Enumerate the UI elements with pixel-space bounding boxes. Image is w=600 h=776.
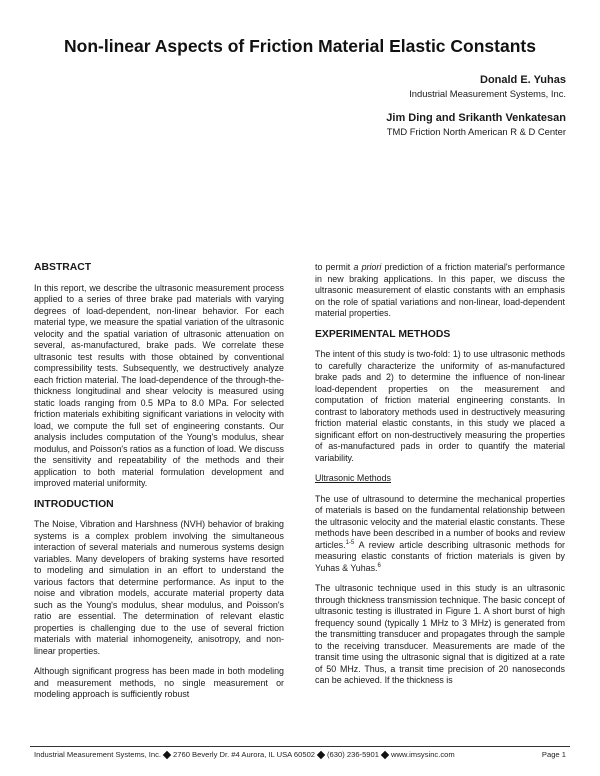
- diamond-icon: [381, 750, 389, 758]
- diamond-icon: [163, 750, 171, 758]
- page-number: Page 1: [541, 750, 566, 759]
- a-priori-text: a priori: [353, 262, 382, 272]
- continuation-text-post: prediction of a friction material's performance in new braking applications. In this paper, we discuss the ultrasonic measurement of elastic constants with an emphasis on the role of spatial variations and non-linear, load-dependent material properties.: [315, 262, 565, 318]
- continuation-paragraph: [315, 262, 565, 320]
- continuation-text-pre: to permit: [315, 262, 354, 272]
- ultrasonic-text-b: A review article describing ultrasonic methods for measuring elastic constants of friction materials is given by Yuhas & Yuhas.: [315, 539, 565, 573]
- author-block-1: [409, 74, 566, 99]
- diamond-icon: [317, 750, 325, 758]
- author-affiliation: TMD Friction North American R & D Center: [386, 126, 566, 137]
- introduction-paragraph-2: Although significant progress has been made in both modeling and measurement methods, no single measurement or modeling approach is sufficiently robust: [34, 666, 284, 699]
- introduction-paragraph-1: The Noise, Vibration and Harshness (NVH) behavior of braking systems is a complex problem involving the simultaneous interaction of several materials and numerous systems design variables. Many developers of braking systems have resorted to modeling and simulation in an effort to understand the various factors that determine performance. As input to the noise and vibration models, accurate material property data such as the Young's modulus, shear modulus, and Poisson's ratio are essential. The determination of relevant elastic properties is challenging due to the use of several friction materials with material inhomogeneity, anisotropy, and non-linear properties.: [34, 519, 284, 656]
- ultrasonic-text-a: The use of ultrasound to determine the mechanical properties of materials is based on the fundamental relationship between the ultrasonic velocity and the material elastic constants. These methods have been described in a number of books and review articles.: [315, 493, 565, 550]
- citation-superscript: 6: [377, 562, 381, 569]
- right-column: [315, 262, 565, 696]
- author-affiliation: Industrial Measurement Systems, Inc.: [409, 88, 566, 99]
- left-column: [34, 262, 284, 710]
- experimental-methods-text: The intent of this study is two-fold: 1) to use ultrasonic methods to carefully characterize the uniformity of as-manufactured brake pads and 2) to determine the influence of non-linear load-dependent properties on the measurement and computation of friction material engineering constants. In contrast to laboratory methods used in destructively measuring friction material elastic constants, in this study we placed a significant effort on non-destructively measuring the properties of as-manufactured pads in order to quantify the material variability.: [315, 349, 565, 463]
- footer-address: 2760 Beverly Dr. #4 Aurora, IL USA 60502: [173, 750, 316, 759]
- abstract-text: In this report, we describe the ultrasonic measurement process applied to a series of three brake pad materials with varying degrees of load-dependent, non-linear behavior. For each material type, we measure the spatial variation of the ultrasonic velocity and the spatial variation of ultrasonic attenuation on several, as-manufactured, brake pads. We correlate these ultrasonic test results with those obtained by conventional compressibility tests. Subsequently, we destructively analyze each friction material. The load-dependence of the through-the-thickness longitudinal and shear velocity is measured using static loads ranging from 0.5 MPa to 8.0 MPa. For selected friction materials exhibiting significant variations in velocity with load, we compute the full set of engineering constants. Our analysis includes computation of the Young's modulus, shear modulus, and Poisson's ratios as a function of load. We discuss the sensitivity and repeatability of the methods and their application to both material formulation development and improved material uniformity.: [34, 282, 284, 488]
- author-name: Donald E. Yuhas: [480, 74, 566, 86]
- ultrasonic-paragraph-1: [315, 494, 565, 575]
- footer-company: Industrial Measurement Systems, Inc.: [34, 750, 162, 759]
- footer-divider: [30, 746, 570, 747]
- ultrasonic-paragraph-2: The ultrasonic technique used in this study is an ultrasonic through thickness transmission technique. The basic concept of ultrasonic testing is illustrated in Figure 1. A short burst of high frequency sound (typically 1 MHz to 3 MHz) is generated from the transmitting transducer and propagates through the sample to the receiving transducer. Measurements are made of the transit time using the ultrasonic signal that is digitized at a rate of 50 MHz. Thus, a transit time precision of 20 nanoseconds can be achieved. If the thickness is: [315, 583, 565, 685]
- author-name: Jim Ding and Srikanth Venkatesan: [386, 112, 566, 124]
- abstract-heading: ABSTRACT: [34, 262, 92, 273]
- ultrasonic-methods-heading: Ultrasonic Methods: [315, 473, 391, 483]
- page-footer: [34, 750, 566, 759]
- footer-phone: (630) 236-5901: [327, 750, 379, 759]
- author-block-2: [386, 112, 566, 137]
- citation-superscript: 1-5: [345, 539, 355, 546]
- experimental-methods-heading: EXPERIMENTAL METHODS: [315, 328, 451, 340]
- footer-website[interactable]: www.imsysinc.com: [390, 750, 455, 759]
- paper-title: Non-linear Aspects of Friction Material Elastic Constants: [64, 36, 536, 56]
- introduction-heading: INTRODUCTION: [34, 498, 114, 510]
